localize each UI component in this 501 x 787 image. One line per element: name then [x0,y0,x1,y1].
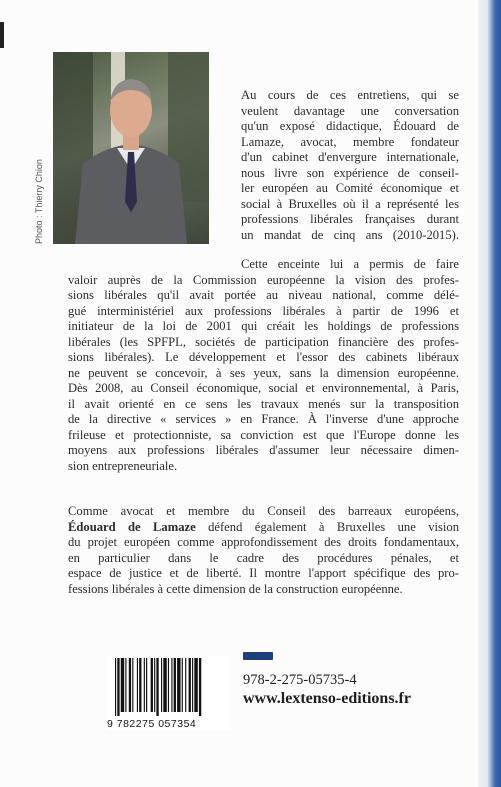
barcode-bar [174,658,176,712]
text-line: d'un cabinet d'envergure internationale, [241,150,459,164]
photo-credit: Photo : Thierry Chion [34,159,44,244]
text-line: Au cours de ces entretiens, qui se [241,88,459,102]
text-line: ler européen au Comité économique et [241,181,459,195]
text-line: espace de justice et de liberté. Il montre l'apport spécifique des pro- [68,566,459,580]
author-photo-illustration [53,52,209,244]
barcode-bar [189,658,191,712]
text-line: nous livre son expérience de conseil- [241,165,459,180]
barcode-bar [144,658,145,712]
barcode-bar [117,658,119,716]
text-line: professions libérales françaises durant [241,212,459,226]
publisher-website: www.lextenso-editions.fr [243,690,411,707]
barcode-bar [121,658,124,712]
text-line: sion entrepreneuriale. [68,458,178,473]
barcode-bar [154,658,155,712]
closing-paragraph [68,504,459,597]
edge-mark [0,22,4,48]
text-line: libérales (les SPFPL, sociétés de participation financière des profes- [68,334,459,349]
barcode-bar [139,658,141,712]
main-paragraph [68,257,459,474]
barcode-bar [161,658,162,712]
intro-paragraph [241,88,459,243]
text-line: un mandat de cinq ans (2010-2015). [241,227,459,242]
text-line: sions libérales qu'il avait portée au niveau national, comme délé- [68,288,459,302]
text-line: sions libérales). Le développement et l'essor des cabinets libéraux [68,350,459,364]
text-line: Dès 2008, au Conseil économique, social et environnemental, à Paris, [68,381,459,395]
text-line [68,520,459,536]
barcode-bar [177,658,180,712]
text-line: gué interministériel aux professions libérales à partir de 1996 et [68,303,459,318]
book-spine [478,0,501,787]
text-line: social à Bruxelles où il a représenté les [241,196,459,211]
text-line: ne peuvent se concevoir, à ses yeux, sans la dimension européenne. [68,365,459,380]
text-fragment: défend également à Bruxelles une vision [195,519,459,534]
isbn-number: 978-2-275-05735-4 [243,672,357,688]
text-line: Comme avocat et membre du Conseil des barreaux européens, [68,504,459,518]
text-line: il avait orienté en ce sens les travaux menés sur la transposition [68,396,459,411]
barcode-bars [107,656,231,716]
barcode-bar [163,658,166,712]
barcode-bar [146,658,147,712]
text-line: valoir auprès de la Commission européenne la vision des profes- [68,272,459,287]
barcode-bar [151,658,153,712]
barcode-bar [132,658,133,712]
barcode-bar [156,658,158,716]
barcode-bar [185,658,186,712]
author-photo [53,52,209,244]
barcode-bar [137,658,138,712]
barcode-bar [194,658,197,712]
text-line: du projet européen comme approfondissement des droits fondamentaux, [68,535,459,549]
barcode-bar [129,658,131,712]
barcode-bar [168,658,169,712]
text-line: de la directive « services » en France. À l'inverse d'une approche [68,412,459,426]
isbn-barcode [107,656,231,730]
text-line: initiateur de la loi de 2001 qui créait les holdings de professions [68,319,459,333]
text-line: frileuse et protectionniste, sa conviction est que l'Europe donne les [68,427,459,442]
text-line: veulent davantage une conversation [241,103,459,118]
text-line: fessions libérales à cette dimension de la construction européenne. [68,581,403,596]
text-line: en particulier dans le cadre des procédures pénales, et [68,550,459,565]
text-line: qu'un exposé didactique, Édouard de [241,119,459,133]
barcode-bar [115,658,116,716]
price-marker [243,652,273,660]
barcode-bar [125,658,126,712]
text-line: Cette enceinte lui a permis de faire [241,257,459,271]
barcode-bar [192,658,193,712]
author-name: Édouard de Lamaze [68,519,196,534]
barcode-digits: 9 782275 057354 [107,718,197,730]
barcode-bar [199,658,201,716]
text-line: Lamaze, avocat, membre fondateur [241,134,459,149]
text-line: moyens aux professions libérales d'assumer leur nécessaire dimen- [68,443,459,457]
barcode-bar [182,658,183,712]
barcode-bar [171,658,172,712]
